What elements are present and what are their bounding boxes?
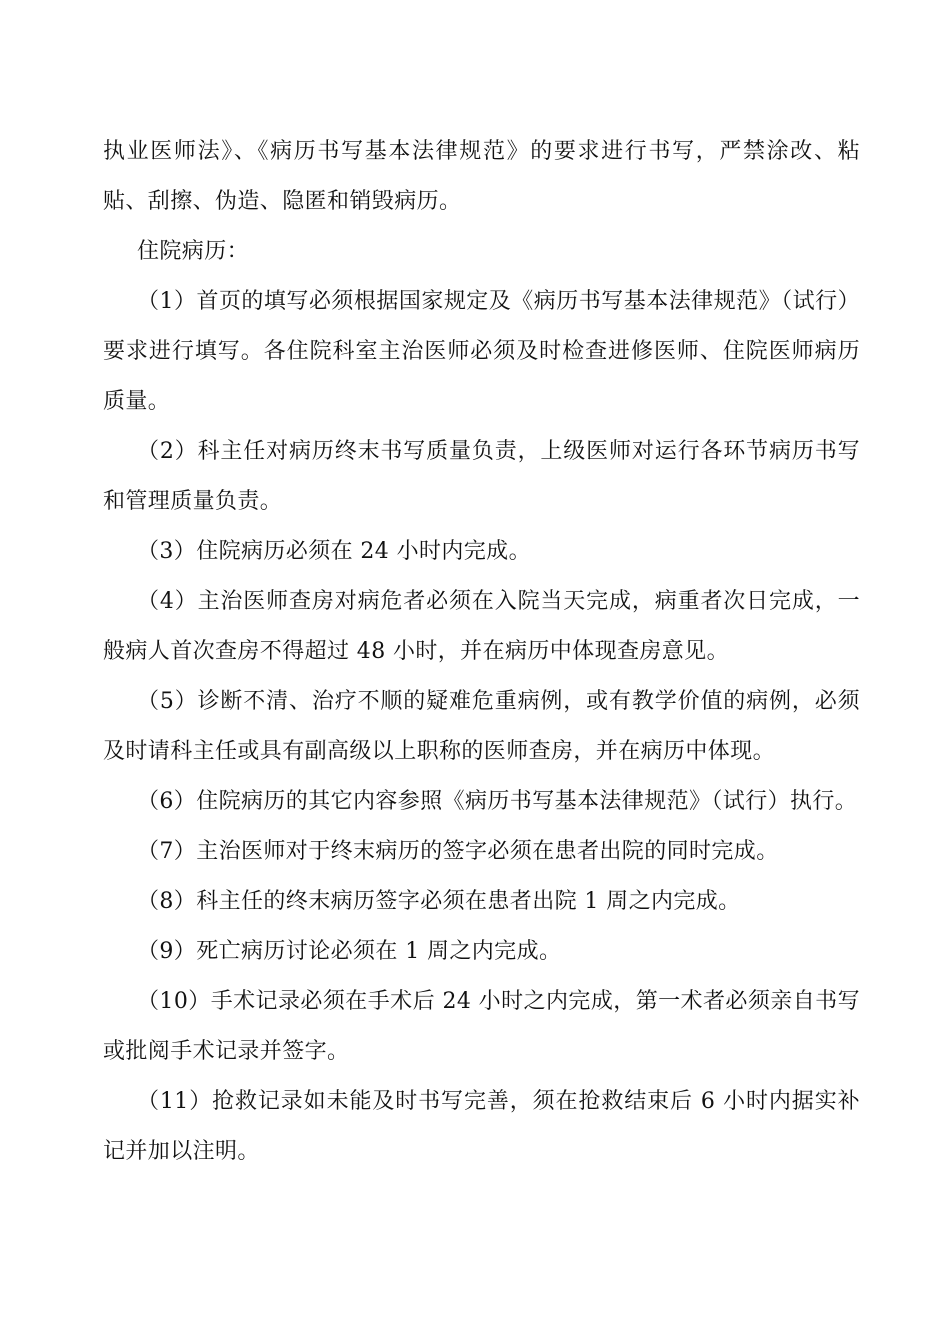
paragraph-item-9: （9）死亡病历讨论必须在 1 周之内完成。 — [137, 939, 562, 964]
paragraph-item-11: （11）抢救记录如未能及时书写完善，须在抢救结束后 6 小时内据实补记并加以注明。 — [103, 1089, 860, 1164]
paragraph-item-1: （1）首页的填写必须根据国家规定及《病历书写基本法律规范》（试行）要求进行填写。各住院科室主治医师必须及时检查进修医师、住院医师病历质量。 — [103, 289, 860, 414]
paragraph-item-5: （5）诊断不清、治疗不顺的疑难危重病例，或有教学价值的病例，必须及时请科主任或具有副高级以上职称的医师查房，并在病历中体现。 — [103, 689, 860, 764]
paragraph-item-10: （10）手术记录必须在手术后 24 小时之内完成，第一术者必须亲自书写或批阅手术记录并签字。 — [103, 989, 860, 1064]
paragraph-item-3: （3）住院病历必须在 24 小时内完成。 — [137, 539, 531, 564]
paragraph-item-2: （2）科主任对病历终末书写质量负责，上级医师对运行各环节病历书写和管理质量负责。 — [103, 439, 860, 514]
paragraph-item-8: （8）科主任的终末病历签字必须在患者出院 1 周之内完成。 — [137, 889, 741, 914]
paragraph-item-7: （7）主治医师对于终末病历的签字必须在患者出院的同时完成。 — [137, 839, 779, 864]
paragraph-item-6: （6）住院病历的其它内容参照《病历书写基本法律规范》（试行）执行。 — [137, 789, 858, 814]
paragraph-continuation: 执业医师法》、《病历书写基本法律规范》的要求进行书写，严禁涂改、粘贴、刮擦、伪造、隐匿和销毁病历。 — [103, 139, 860, 214]
paragraph-item-4: （4）主治医师查房对病危者必须在入院当天完成，病重者次日完成，一般病人首次查房不得超过 48 小时，并在病历中体现查房意见。 — [103, 589, 860, 664]
document-body — [103, 127, 860, 1177]
paragraph-heading-inpatient-records: 住院病历： — [137, 239, 250, 264]
